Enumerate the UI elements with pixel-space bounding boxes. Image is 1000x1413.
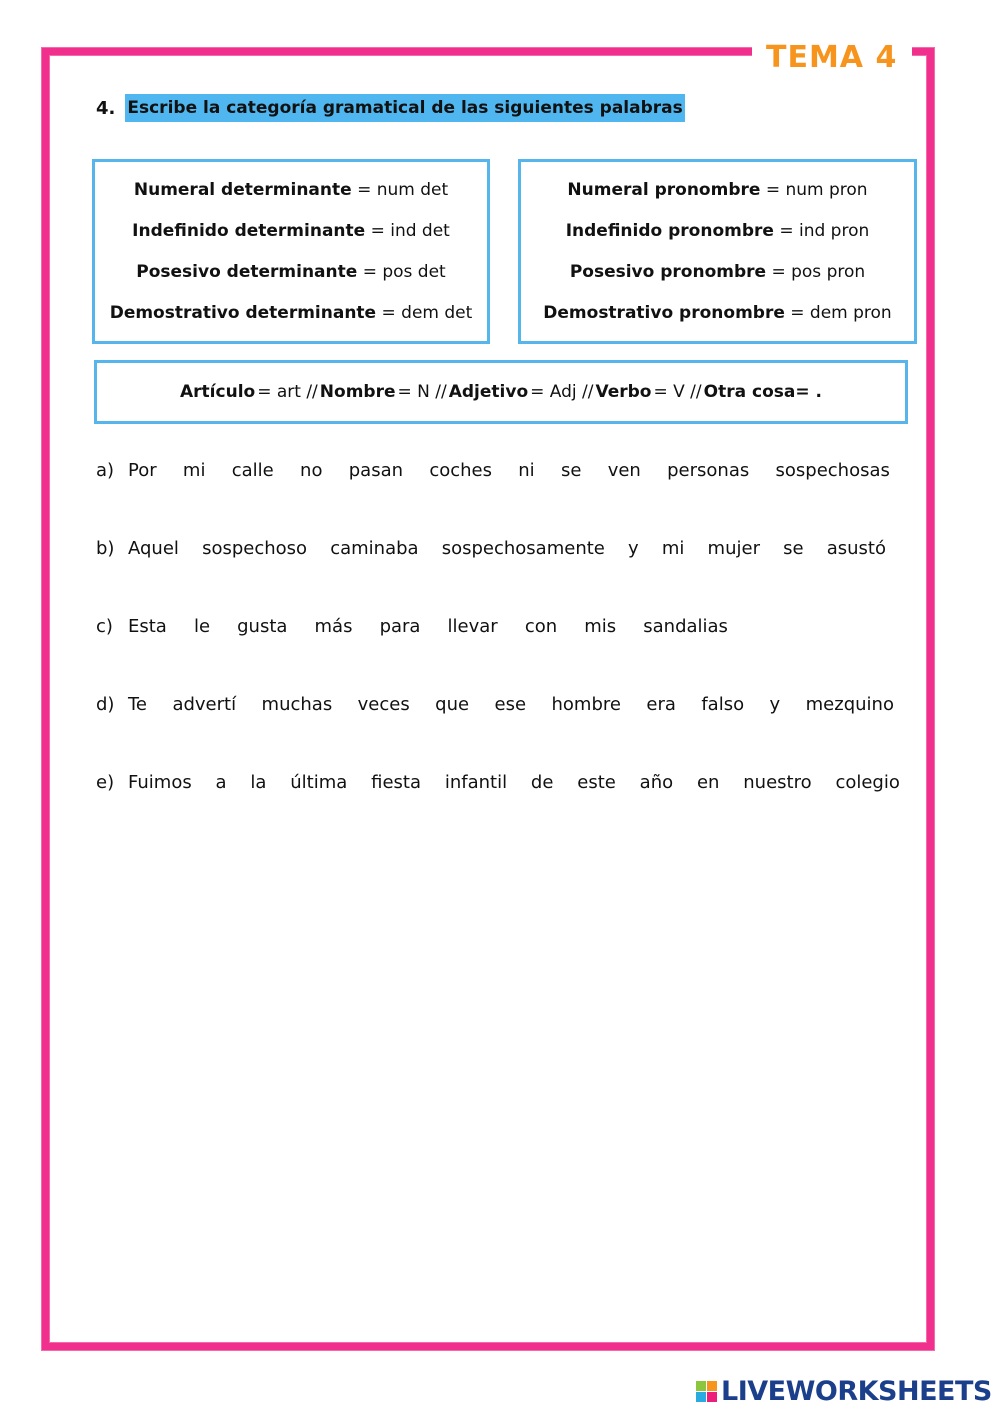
legend-item: [136, 262, 445, 282]
sentence-word: infantil: [444, 772, 508, 793]
legend-abbr: = num pron: [765, 180, 868, 201]
legend-determinantes: [92, 159, 490, 344]
legend-term: Demostrativo determinante: [109, 302, 377, 323]
sentence-word: muchas: [261, 694, 333, 715]
legend-term: Indefinido determinante: [132, 221, 366, 242]
sentence-word: asustó: [826, 538, 886, 559]
sentence-b: [96, 538, 886, 564]
sentence-word: Esta: [128, 616, 167, 637]
sentence-word: era: [646, 694, 676, 715]
sentence-c: [96, 616, 728, 642]
legend-abbr: = Adj //: [530, 382, 594, 402]
sentence-word: llevar: [447, 616, 498, 637]
sentence-label: b): [96, 538, 115, 559]
sentence-word: colegio: [835, 772, 900, 793]
legend-item: [110, 303, 473, 323]
sentence-word: año: [639, 772, 674, 793]
legend-abbr: = pos det: [362, 261, 446, 282]
legend-term: Posesivo determinante: [136, 261, 358, 282]
sentence-word: sospechoso: [202, 538, 308, 559]
sentence-d: [96, 694, 894, 720]
logo-text: LIVEWORKSHEETS: [721, 1376, 992, 1407]
sentence-word: ese: [494, 694, 527, 715]
sentence-word: para: [379, 616, 421, 637]
legend-item: [134, 180, 448, 200]
legend-term: Indefinido pronombre: [565, 221, 774, 242]
sentence-word: hombre: [551, 694, 621, 715]
sentence-words: [128, 538, 886, 559]
sentence-word: falso: [701, 694, 745, 715]
sentence-word: le: [193, 616, 211, 637]
legend-abbr: = dem det: [381, 302, 473, 323]
sentence-word: Te: [128, 694, 148, 715]
legend-item: [570, 262, 865, 282]
sentence-words: [128, 772, 900, 793]
sentence-word: a: [215, 772, 227, 793]
liveworksheets-logo: [696, 1376, 992, 1407]
sentence-word: nuestro: [743, 772, 812, 793]
question-title: [96, 94, 685, 122]
sentence-word: última: [290, 772, 348, 793]
sentence-word: pasan: [348, 460, 404, 481]
sentence-word: mi: [182, 460, 206, 481]
sentence-words: [128, 694, 894, 715]
legend-abbr: = art //: [257, 382, 318, 402]
sentence-word: advertí: [172, 694, 237, 715]
sentence-word: mi: [661, 538, 685, 559]
sentence-word: ni: [518, 460, 535, 481]
sentence-word: caminaba: [330, 538, 419, 559]
sentence-word: personas: [667, 460, 750, 481]
legend-item: [567, 180, 867, 200]
logo-icon: [696, 1381, 717, 1402]
legend-abbr: = .: [795, 382, 822, 402]
legend-item: [132, 221, 450, 241]
sentence-word: sandalias: [643, 616, 728, 637]
sentence-a: [96, 460, 890, 486]
sentence-word: de: [530, 772, 554, 793]
sentence-label: e): [96, 772, 115, 793]
legend-abbr: = num det: [357, 180, 449, 201]
legend-other-categories: [94, 360, 908, 424]
legend-abbr: = V //: [653, 382, 702, 402]
legend-item: [566, 221, 870, 241]
legend-abbr: = ind pron: [779, 221, 870, 242]
sentence-word: Aquel: [128, 538, 179, 559]
legend-term: Otra cosa: [703, 382, 796, 402]
sentence-word: sospechosamente: [441, 538, 605, 559]
sentence-word: este: [577, 772, 616, 793]
legend-abbr: = pos pron: [771, 261, 866, 282]
legend-pronombres: [518, 159, 917, 344]
sentence-word: se: [560, 460, 582, 481]
sentence-word: gusta: [237, 616, 288, 637]
tema-heading: TEMA 4: [766, 40, 898, 75]
legend-term: Adjetivo: [448, 382, 529, 402]
sentence-word: Fuimos: [128, 772, 192, 793]
sentence-words: [128, 616, 728, 637]
sentence-word: y: [628, 538, 639, 559]
sentence-word: mis: [584, 616, 617, 637]
sentence-word: mezquino: [805, 694, 894, 715]
question-number: 4.: [96, 97, 116, 119]
sentence-word: en: [696, 772, 720, 793]
legend-term: Demostrativo pronombre: [543, 302, 785, 323]
legend-term: Nombre: [319, 382, 396, 402]
legend-item: [543, 303, 891, 323]
sentence-word: fiesta: [371, 772, 422, 793]
sentence-label: c): [96, 616, 113, 637]
sentence-word: coches: [429, 460, 492, 481]
sentence-word: se: [783, 538, 804, 559]
sentence-word: mujer: [707, 538, 760, 559]
sentence-label: d): [96, 694, 115, 715]
sentence-label: a): [96, 460, 115, 481]
sentence-word: la: [250, 772, 267, 793]
sentence-word: ven: [607, 460, 641, 481]
legend-term: Posesivo pronombre: [569, 261, 767, 282]
sentence-word: con: [524, 616, 558, 637]
legend-abbr: = N //: [397, 382, 447, 402]
sentence-e: [96, 772, 900, 798]
sentence-word: sospechosas: [775, 460, 890, 481]
sentence-word: calle: [231, 460, 274, 481]
legend-abbr: = dem pron: [790, 302, 892, 323]
sentence-words: [128, 460, 890, 481]
sentence-word: Por: [128, 460, 157, 481]
legend-term: Numeral pronombre: [567, 180, 761, 201]
sentence-word: no: [300, 460, 323, 481]
legend-term: Numeral determinante: [133, 180, 352, 201]
sentence-word: y: [769, 694, 781, 715]
sentence-word: que: [435, 694, 470, 715]
legend-abbr: = ind det: [370, 221, 450, 242]
sentence-word: más: [314, 616, 353, 637]
question-instruction: Escribe la categoría gramatical de las siguientes palabras: [125, 94, 684, 122]
legend-term: Verbo: [595, 382, 652, 402]
sentence-word: veces: [357, 694, 410, 715]
legend-term: Artículo: [180, 382, 256, 402]
